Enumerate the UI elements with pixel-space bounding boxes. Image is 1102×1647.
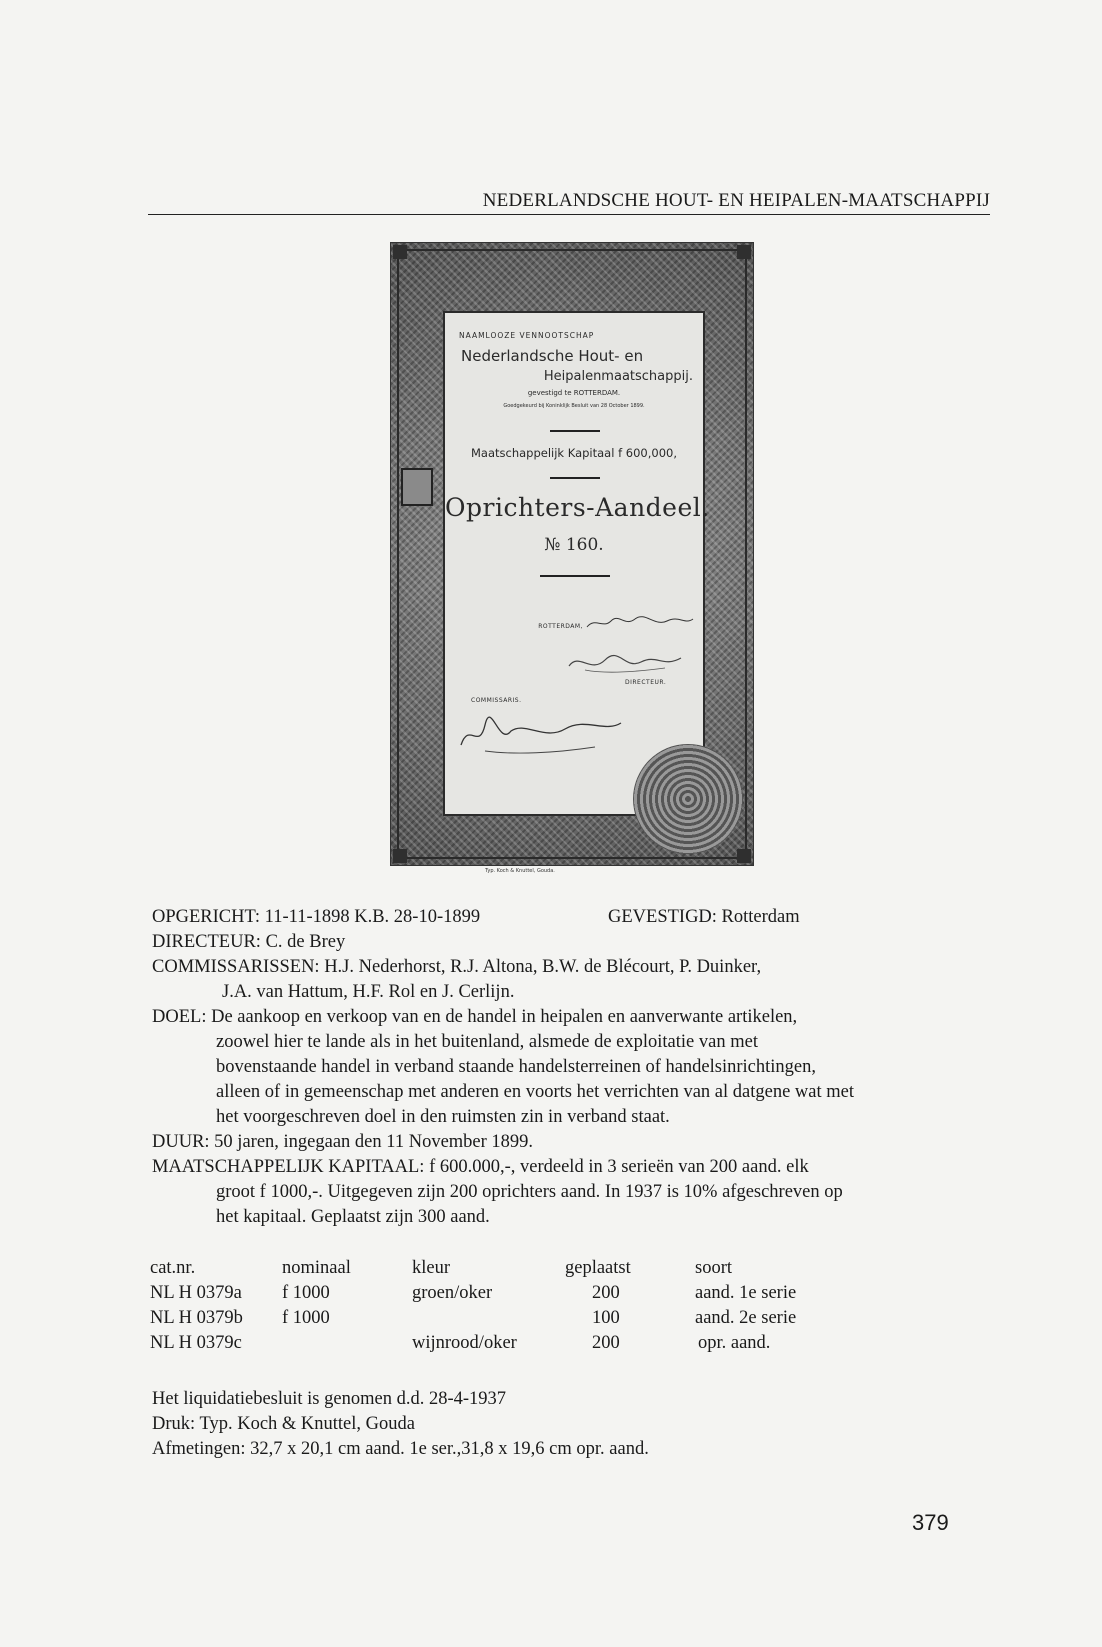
cell-catnr: NL H 0379c [150,1333,242,1353]
certificate-seat: gevestigd te ROTTERDAM. [527,389,621,397]
certificate-capital: Maatschappelijk Kapitaal f 600,000, [470,446,677,460]
certificate-rule [540,575,610,577]
cell-catnr: NL H 0379b [150,1308,243,1328]
cell-kleur: groen/oker [412,1283,493,1303]
table-header-row [150,1258,910,1283]
table-row [150,1333,910,1358]
certificate-corner-ornament [737,245,751,259]
certificate-side-emblem [401,468,433,506]
certificate-company-name-2: Heipalenmaatschappij. [543,369,693,384]
certificate-corner-ornament [393,849,407,863]
certificate-printer-line: Typ. Koch & Knuttel, Gouda. [485,868,555,874]
share-certificate-image [390,242,754,866]
doel-line-4: alleen of in gemeenschap met anderen en voorts het verrichten van al datgene wat met [216,1082,854,1102]
opgericht-line: OPGERICHT: 11-11-1898 K.B. 28-10-1899 [152,907,481,927]
certificate-number: № 160. [544,535,604,555]
table-row [150,1283,910,1308]
duur-line: DUUR: 50 jaren, ingegaan den 11 November 1899. [152,1132,534,1152]
cell-catnr: NL H 0379a [150,1283,242,1303]
commissarissen-line-1: COMMISSARISSEN: H.J. Nederhorst, R.J. Altona, B.W. de Blécourt, P. Duinker, [152,957,762,977]
cell-geplaatst: 200 [592,1283,620,1303]
table-header-soort: soort [695,1258,732,1278]
doel-line-3: bovenstaande handel in verband staande handelsterreinen of handelsinrichtingen, [216,1057,817,1077]
certificate-place: ROTTERDAM, [538,623,583,630]
cell-geplaatst: 200 [592,1333,620,1353]
kapitaal-line-3: het kapitaal. Geplaatst zijn 300 aand. [216,1207,490,1227]
cell-soort: opr. aand. [698,1333,771,1353]
table-header-geplaatst: geplaatst [565,1258,631,1278]
commissioner-signature [455,711,625,761]
gevestigd-line: GEVESTIGD: Rotterdam [608,907,800,927]
certificate-corner-ornament [393,245,407,259]
doel-line-5: het voorgeschreven doel in den ruimsten zin in verband staat. [216,1107,670,1127]
afmetingen-line: Afmetingen: 32,7 x 20,1 cm aand. 1e ser.,31,8 x 19,6 cm opr. aand. [152,1439,649,1459]
cell-soort: aand. 2e serie [695,1308,797,1328]
certificate-approval: Goedgekeurd bij Koninklijk Besluit van 28 October 1899. [503,403,645,409]
table-header-nominaal: nominaal [282,1258,351,1278]
certificate-company-type: NAAMLOOZE VENNOOTSCHAP [459,331,595,340]
certificate-rule [550,477,600,479]
cell-kleur: wijnrood/oker [412,1333,517,1353]
running-header: NEDERLANDSCHE HOUT- EN HEIPALEN-MAATSCHAPPIJ [148,190,990,215]
kapitaal-line-2: groot f 1000,-. Uitgegeven zijn 200 oprichters aand. In 1937 is 10% afgeschreven op [216,1182,843,1202]
table-header-catnr: cat.nr. [150,1258,196,1278]
catalog-table [150,1258,910,1358]
certificate-corner-ornament [737,849,751,863]
certificate-date-handwriting [585,613,695,633]
certificate-director-role: DIRECTEUR. [625,679,667,686]
table-row [150,1308,910,1333]
doel-line-1: DOEL: De aankoop en verkoop van en de handel in heipalen en aanverwante artikelen, [152,1007,798,1027]
certificate-company-name-1: Nederlandsche Hout- en [461,347,644,365]
cell-nominaal: f 1000 [282,1308,330,1328]
cell-geplaatst: 100 [592,1308,620,1328]
page-number: 379 [912,1510,949,1535]
cell-soort: aand. 1e serie [695,1283,797,1303]
druk-line: Druk: Typ. Koch & Knuttel, Gouda [152,1414,415,1434]
doel-line-2: zoowel hier te lande als in het buitenland, alsmede de exploitatie van met [216,1032,758,1052]
directeur-line: DIRECTEUR: C. de Brey [152,932,346,952]
certificate-rule [550,430,600,432]
director-signature [565,648,685,678]
certificate-text-field [443,311,710,816]
commissarissen-line-2: J.A. van Hattum, H.F. Rol en J. Cerlijn. [222,982,515,1002]
certificate-rosette-ornament [633,744,743,854]
kapitaal-line-1: MAATSCHAPPELIJK KAPITAAL: f 600.000,-, verdeeld in 3 serieën van 200 aand. elk [152,1157,809,1177]
certificate-commissioner-role: COMMISSARIS. [471,697,522,704]
liquidatie-line: Het liquidatiebesluit is genomen d.d. 28-4-1937 [152,1389,507,1409]
cell-nominaal: f 1000 [282,1283,330,1303]
certificate-title: Oprichters-Aandeel. [445,493,710,522]
table-header-kleur: kleur [412,1258,451,1278]
